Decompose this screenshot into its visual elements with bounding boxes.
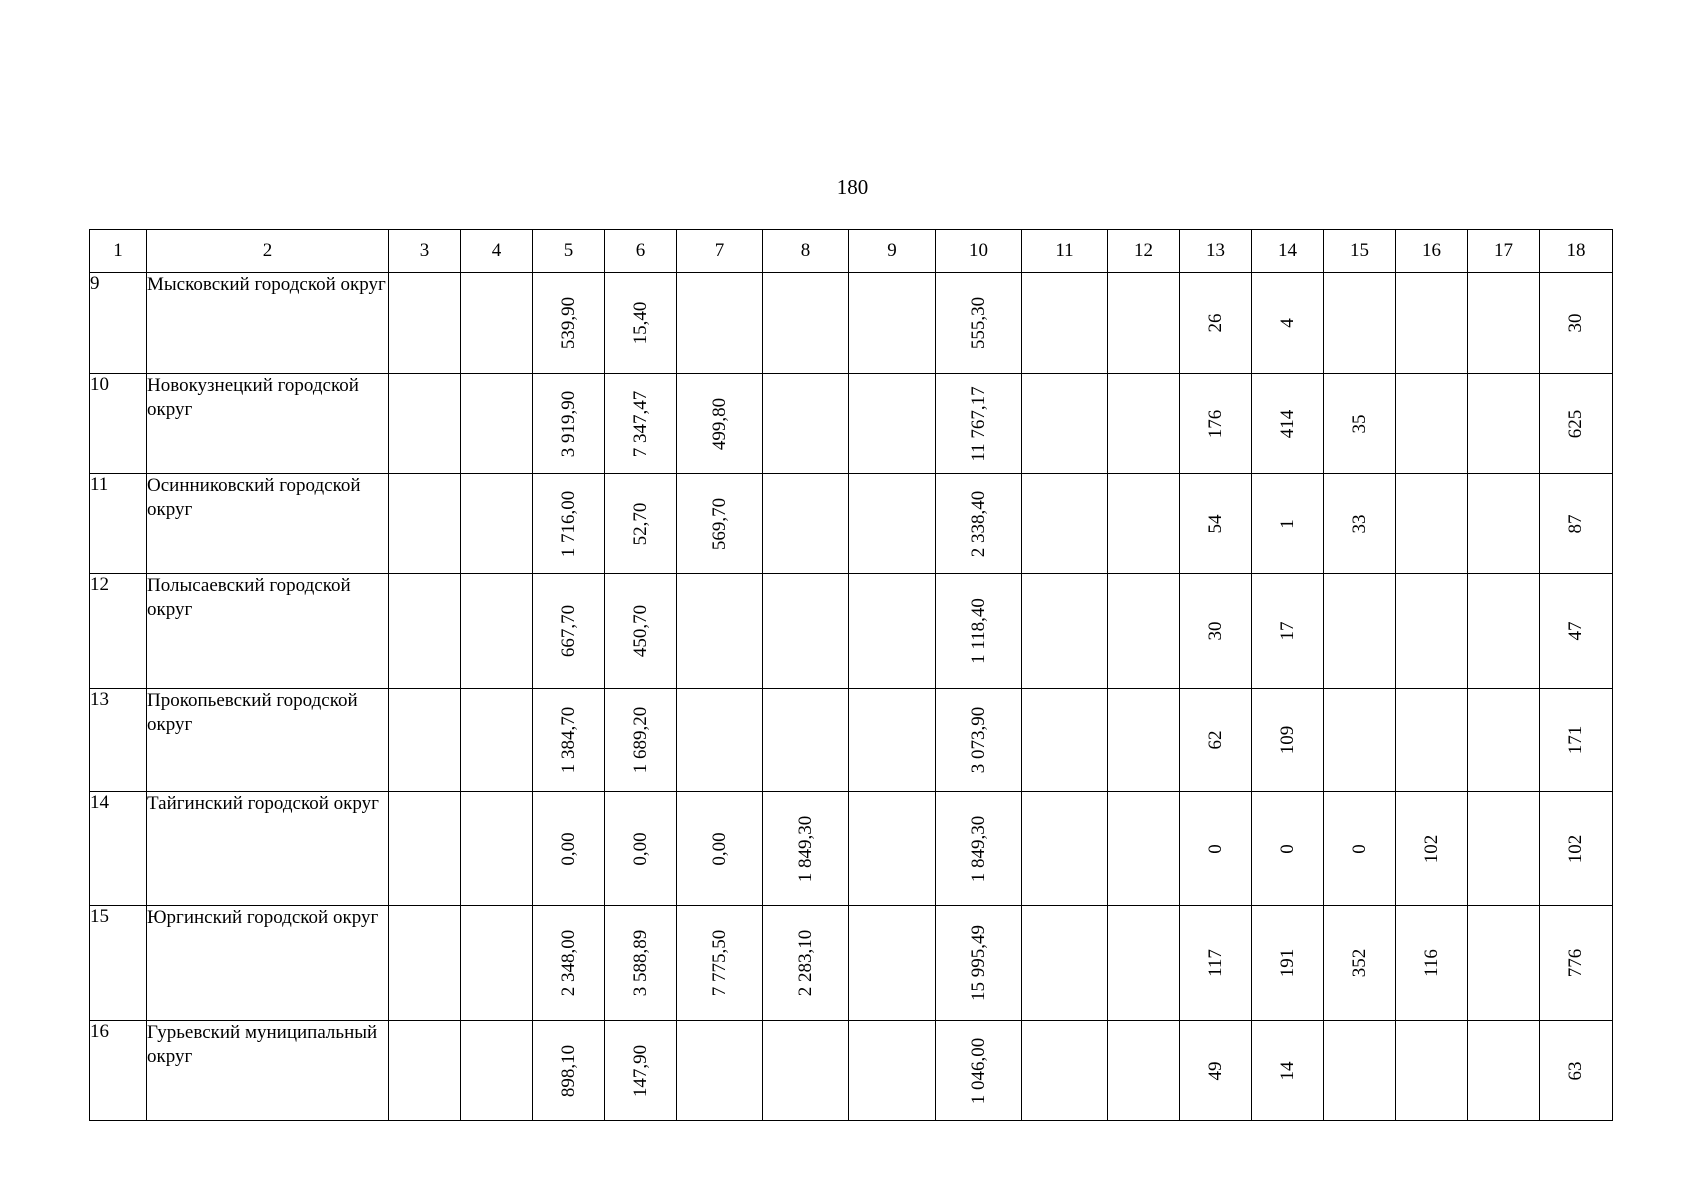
column-header: 3	[389, 230, 461, 273]
value-cell-col-11	[1022, 374, 1108, 474]
value-cell-col-16	[1396, 273, 1468, 374]
value-cell-col-4	[461, 474, 533, 574]
value-cell-col-13	[1180, 374, 1252, 474]
value-cell-col-6	[605, 906, 677, 1021]
value-cell-col-17	[1468, 689, 1540, 792]
value-cell-col-12	[1108, 906, 1180, 1021]
table-row	[90, 792, 1613, 906]
cell-value: 0	[1204, 843, 1226, 854]
column-header: 10	[936, 230, 1022, 273]
header-row	[90, 230, 1613, 273]
column-header: 7	[677, 230, 763, 273]
value-cell-col-8	[763, 273, 849, 374]
cell-value: 0,00	[629, 831, 651, 866]
value-cell-col-10	[936, 574, 1022, 689]
value-cell-col-14	[1252, 906, 1324, 1021]
value-cell-col-6	[605, 474, 677, 574]
value-cell-col-7	[677, 474, 763, 574]
value-cell-col-6	[605, 374, 677, 474]
column-header: 5	[533, 230, 605, 273]
cell-value: 30	[1565, 313, 1586, 333]
cell-value: 7 775,50	[708, 929, 730, 997]
value-cell-col-7	[677, 574, 763, 689]
value-cell-col-10	[936, 474, 1022, 574]
value-cell-col-10	[936, 792, 1022, 906]
column-header: 6	[605, 230, 677, 273]
cell-value: 1 118,40	[967, 598, 989, 664]
value-cell-col-8	[763, 574, 849, 689]
value-cell-col-16	[1396, 689, 1468, 792]
municipality-name-cell: Полысаевский городской округ	[147, 574, 389, 689]
value-cell-col-6	[605, 574, 677, 689]
cell-value: 4	[1276, 318, 1298, 328]
table-row	[90, 906, 1613, 1021]
value-cell-col-5	[533, 273, 605, 374]
value-cell-col-17	[1468, 374, 1540, 474]
municipality-name-cell: Прокопьевский городской округ	[147, 689, 389, 792]
value-cell-col-14	[1252, 689, 1324, 792]
value-cell-col-7	[677, 792, 763, 906]
column-header: 17	[1468, 230, 1540, 273]
municipality-name-cell: Осинниковский городской округ	[147, 474, 389, 574]
value-cell-col-10	[936, 906, 1022, 1021]
value-cell-col-15	[1324, 792, 1396, 906]
cell-value: 776	[1565, 948, 1586, 978]
value-cell-col-16	[1396, 574, 1468, 689]
cell-value: 30	[1204, 621, 1226, 641]
table-row	[90, 689, 1613, 792]
value-cell-col-5	[533, 906, 605, 1021]
cell-value: 35	[1348, 414, 1370, 433]
value-cell-col-15	[1324, 273, 1396, 374]
value-cell-col-17	[1468, 906, 1540, 1021]
page-number: 180	[836, 175, 869, 199]
cell-value: 17	[1276, 621, 1298, 641]
cell-value: 7 347,47	[629, 390, 651, 457]
cell-value: 0	[1348, 843, 1370, 854]
table-row	[90, 574, 1613, 689]
cell-value: 3 073,90	[967, 706, 989, 774]
cell-value: 14	[1276, 1061, 1298, 1080]
cell-value: 0,00	[557, 831, 579, 866]
row-number-cell: 12	[90, 574, 147, 689]
value-cell-col-3	[389, 906, 461, 1021]
cell-value: 898,10	[557, 1044, 579, 1097]
row-number-cell: 13	[90, 689, 147, 792]
value-cell-col-9	[849, 906, 936, 1021]
value-cell-col-15	[1324, 1021, 1396, 1121]
value-cell-col-3	[389, 689, 461, 792]
row-number-cell: 11	[90, 474, 147, 574]
value-cell-col-17	[1468, 574, 1540, 689]
value-cell-col-11	[1022, 574, 1108, 689]
cell-value: 116	[1420, 949, 1442, 977]
column-header: 1	[90, 230, 147, 273]
column-header: 14	[1252, 230, 1324, 273]
value-cell-col-9	[849, 1021, 936, 1121]
cell-value: 87	[1565, 514, 1586, 533]
cell-value: 3 588,89	[629, 929, 651, 997]
value-cell-col-3	[389, 792, 461, 906]
value-cell-col-5	[533, 474, 605, 574]
cell-value: 499,80	[708, 397, 730, 450]
value-cell-col-9	[849, 792, 936, 906]
municipality-name-cell: Мысковский городской округ	[147, 273, 389, 374]
value-cell-col-7	[677, 906, 763, 1021]
cell-value: 54	[1204, 514, 1226, 533]
value-cell-col-12	[1108, 273, 1180, 374]
value-cell-col-13	[1180, 273, 1252, 374]
value-cell-col-7	[677, 1021, 763, 1121]
value-cell-col-16	[1396, 474, 1468, 574]
value-cell-col-5	[533, 792, 605, 906]
value-cell-col-4	[461, 574, 533, 689]
value-cell-col-3	[389, 574, 461, 689]
cell-value: 667,70	[557, 604, 579, 658]
value-cell-col-15	[1324, 574, 1396, 689]
value-cell-col-14	[1252, 574, 1324, 689]
cell-value: 1 716,00	[557, 490, 579, 557]
value-cell-col-16	[1396, 906, 1468, 1021]
value-cell-col-7	[677, 273, 763, 374]
cell-value: 176	[1204, 409, 1226, 438]
cell-value: 1 849,30	[967, 815, 989, 882]
value-cell-col-12	[1108, 689, 1180, 792]
column-header: 4	[461, 230, 533, 273]
value-cell-col-7	[677, 689, 763, 792]
column-header: 9	[849, 230, 936, 273]
cell-value: 2 348,00	[557, 929, 579, 997]
value-cell-col-3	[389, 273, 461, 374]
value-cell-col-15	[1324, 689, 1396, 792]
cell-value: 1 849,30	[794, 815, 816, 882]
value-cell-col-3	[389, 374, 461, 474]
column-header: 13	[1180, 230, 1252, 273]
value-cell-col-8	[763, 1021, 849, 1121]
cell-value: 414	[1276, 409, 1298, 438]
cell-value: 47	[1565, 621, 1586, 641]
cell-value: 625	[1565, 409, 1586, 438]
cell-value: 0	[1276, 843, 1298, 854]
value-cell-col-7	[677, 374, 763, 474]
value-cell-col-12	[1108, 574, 1180, 689]
value-cell-col-6	[605, 1021, 677, 1121]
cell-value: 2 338,40	[967, 490, 989, 557]
cell-value: 352	[1348, 948, 1370, 978]
value-cell-col-18	[1540, 792, 1613, 906]
cell-value: 15 995,49	[967, 925, 989, 1001]
value-cell-col-18	[1540, 574, 1613, 689]
value-cell-col-12	[1108, 374, 1180, 474]
table-row	[90, 273, 1613, 374]
cell-value: 1 384,70	[557, 706, 579, 774]
value-cell-col-11	[1022, 689, 1108, 792]
value-cell-col-16	[1396, 792, 1468, 906]
value-cell-col-3	[389, 1021, 461, 1121]
value-cell-col-13	[1180, 474, 1252, 574]
value-cell-col-10	[936, 1021, 1022, 1121]
value-cell-col-18	[1540, 906, 1613, 1021]
value-cell-col-12	[1108, 1021, 1180, 1121]
cell-value: 26	[1204, 313, 1226, 333]
value-cell-col-10	[936, 273, 1022, 374]
cell-value: 49	[1204, 1061, 1226, 1080]
value-cell-col-17	[1468, 273, 1540, 374]
column-header: 11	[1022, 230, 1108, 273]
municipality-name-cell: Гурьевский муниципальный округ	[147, 1021, 389, 1121]
municipality-name-cell: Тайгинский городской округ	[147, 792, 389, 906]
value-cell-col-5	[533, 689, 605, 792]
value-cell-col-6	[605, 273, 677, 374]
value-cell-col-5	[533, 1021, 605, 1121]
cell-value: 117	[1204, 949, 1226, 977]
cell-value: 0,00	[708, 831, 730, 866]
value-cell-col-18	[1540, 689, 1613, 792]
value-cell-col-18	[1540, 374, 1613, 474]
value-cell-col-11	[1022, 906, 1108, 1021]
value-cell-col-4	[461, 689, 533, 792]
value-cell-col-8	[763, 689, 849, 792]
value-cell-col-11	[1022, 792, 1108, 906]
cell-value: 539,90	[557, 296, 579, 350]
row-number-cell: 9	[90, 273, 147, 374]
value-cell-col-4	[461, 906, 533, 1021]
value-cell-col-16	[1396, 374, 1468, 474]
value-cell-col-18	[1540, 273, 1613, 374]
column-header: 18	[1540, 230, 1613, 273]
cell-value: 11 767,17	[967, 385, 989, 462]
value-cell-col-8	[763, 792, 849, 906]
value-cell-col-8	[763, 474, 849, 574]
value-cell-col-15	[1324, 374, 1396, 474]
value-cell-col-11	[1022, 273, 1108, 374]
cell-value: 102	[1420, 834, 1442, 863]
value-cell-col-3	[389, 474, 461, 574]
value-cell-col-5	[533, 574, 605, 689]
cell-value: 62	[1204, 730, 1226, 750]
value-cell-col-13	[1180, 906, 1252, 1021]
row-number-cell: 15	[90, 906, 147, 1021]
value-cell-col-12	[1108, 474, 1180, 574]
value-cell-col-10	[936, 374, 1022, 474]
value-cell-col-14	[1252, 792, 1324, 906]
value-cell-col-10	[936, 689, 1022, 792]
municipality-name-cell: Новокузнецкий городской округ	[147, 374, 389, 474]
cell-value: 1	[1276, 518, 1298, 529]
value-cell-col-14	[1252, 1021, 1324, 1121]
data-table	[89, 229, 1613, 1121]
value-cell-col-17	[1468, 1021, 1540, 1121]
column-header: 8	[763, 230, 849, 273]
value-cell-col-6	[605, 792, 677, 906]
value-cell-col-9	[849, 474, 936, 574]
value-cell-col-18	[1540, 474, 1613, 574]
value-cell-col-15	[1324, 906, 1396, 1021]
value-cell-col-11	[1022, 474, 1108, 574]
value-cell-col-13	[1180, 1021, 1252, 1121]
value-cell-col-9	[849, 689, 936, 792]
value-cell-col-4	[461, 273, 533, 374]
municipality-name-cell: Юргинский городской округ	[147, 906, 389, 1021]
cell-value: 171	[1565, 725, 1586, 755]
table-row	[90, 474, 1613, 574]
cell-value: 3 919,90	[557, 390, 579, 457]
table-row	[90, 374, 1613, 474]
value-cell-col-13	[1180, 574, 1252, 689]
value-cell-col-9	[849, 374, 936, 474]
value-cell-col-8	[763, 374, 849, 474]
cell-value: 1 689,20	[629, 706, 651, 774]
value-cell-col-11	[1022, 1021, 1108, 1121]
cell-value: 15,40	[629, 301, 651, 345]
value-cell-col-15	[1324, 474, 1396, 574]
row-number-cell: 16	[90, 1021, 147, 1121]
cell-value: 52,70	[629, 502, 651, 545]
value-cell-col-14	[1252, 374, 1324, 474]
value-cell-col-8	[763, 906, 849, 1021]
value-cell-col-17	[1468, 474, 1540, 574]
table-row	[90, 1021, 1613, 1121]
row-number-cell: 10	[90, 374, 147, 474]
value-cell-col-4	[461, 1021, 533, 1121]
value-cell-col-16	[1396, 1021, 1468, 1121]
value-cell-col-6	[605, 689, 677, 792]
cell-value: 191	[1276, 948, 1298, 978]
cell-value: 569,70	[708, 497, 730, 550]
value-cell-col-18	[1540, 1021, 1613, 1121]
row-number-cell: 14	[90, 792, 147, 906]
column-header: 2	[147, 230, 389, 273]
cell-value: 109	[1276, 725, 1298, 755]
value-cell-col-9	[849, 273, 936, 374]
column-header: 15	[1324, 230, 1396, 273]
value-cell-col-9	[849, 574, 936, 689]
value-cell-col-17	[1468, 792, 1540, 906]
cell-value: 450,70	[629, 604, 651, 658]
cell-value: 63	[1565, 1061, 1586, 1080]
column-header: 16	[1396, 230, 1468, 273]
cell-value: 147,90	[629, 1044, 651, 1097]
value-cell-col-14	[1252, 273, 1324, 374]
column-header: 12	[1108, 230, 1180, 273]
cell-value: 2 283,10	[794, 929, 816, 997]
value-cell-col-14	[1252, 474, 1324, 574]
cell-value: 1 046,00	[967, 1037, 989, 1104]
cell-value: 555,30	[967, 296, 989, 350]
value-cell-col-12	[1108, 792, 1180, 906]
cell-value: 33	[1348, 514, 1370, 533]
value-cell-col-4	[461, 792, 533, 906]
cell-value: 102	[1565, 834, 1586, 863]
value-cell-col-13	[1180, 792, 1252, 906]
value-cell-col-13	[1180, 689, 1252, 792]
value-cell-col-4	[461, 374, 533, 474]
value-cell-col-5	[533, 374, 605, 474]
